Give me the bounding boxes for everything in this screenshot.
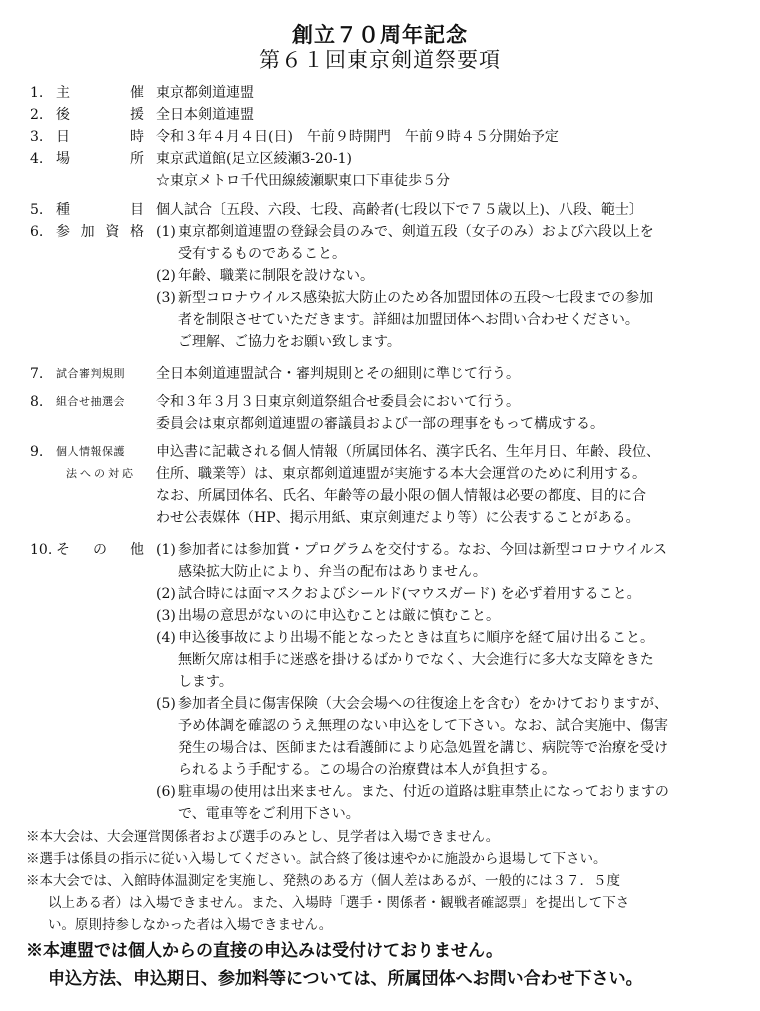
event-title: 第６１回東京剣道祭要項 bbox=[259, 48, 501, 72]
section-text: ☆東京メトロ千代田線綾瀬駅東口下車徒歩５分 bbox=[156, 173, 450, 189]
section-number: 4. bbox=[30, 151, 44, 167]
anniversary-title: 創立７０周年記念 bbox=[292, 22, 468, 47]
label-text: 個人情報保護 bbox=[56, 445, 125, 458]
section-number: 7. bbox=[30, 366, 44, 382]
section-rules bbox=[30, 363, 740, 385]
section-number: 1. bbox=[30, 85, 44, 101]
item-text: 感染拡大防止により、弁当の配布はありません。 bbox=[178, 564, 487, 580]
note-text: い。原則持参しなかった者は入場できません。 bbox=[48, 917, 333, 933]
item-number: (4) bbox=[156, 630, 176, 646]
label-char: 場 bbox=[56, 151, 70, 167]
label-char: 主 bbox=[56, 85, 70, 101]
list-item bbox=[156, 287, 740, 353]
section-text: 個人試合〔五段、六段、七段、高齢者(七段以下で７５歳以上)、八段、範士〕 bbox=[156, 202, 643, 218]
item-text: 者を制限させていただきます。詳細は加盟団体へお問い合わせください。 bbox=[178, 312, 639, 328]
label-char: 所 bbox=[130, 151, 144, 167]
item-text: 参加者全員に傷害保険（大会会場への往復途上を含む）をかけておりますが、 bbox=[178, 696, 668, 712]
list-item bbox=[156, 627, 740, 693]
section-text: なお、所属団体名、氏名、年齢等の最小限の個人情報は必要の都度、目的に合 bbox=[156, 488, 646, 504]
item-number: (3) bbox=[156, 290, 176, 306]
section-text: 令和３年３月３日東京剣道祭組合せ委員会において行う。 bbox=[156, 394, 520, 410]
item-text: 発生の場合は、医師または看護師により応急処置を講じ、病院等で治療を受け bbox=[178, 740, 668, 756]
section-label bbox=[30, 539, 156, 825]
label-char: 日 bbox=[56, 129, 70, 145]
item-text: 東京都剣道連盟の登録会員のみで、剣道五段（女子のみ）および六段以上を bbox=[178, 224, 654, 240]
section-events bbox=[30, 199, 740, 221]
item-text: 駐車場の使用は出来ません。また、付近の道路は駐車禁止になっておりますの bbox=[178, 784, 669, 800]
sections-list bbox=[30, 82, 740, 825]
item-text: られるよう手配する。この場合の治療費は本人が負担する。 bbox=[178, 762, 556, 778]
section-number: 10. bbox=[30, 542, 53, 558]
section-text: 申込書に記載される個人情報（所属団体名、漢字氏名、生年月日、年齢、段位、 bbox=[156, 444, 660, 460]
label-char: そ bbox=[56, 542, 70, 558]
note-text: ※本大会では、入館時体温測定を実施し、発熱のある方（個人差はあるが、一般的には３７．５度 bbox=[26, 873, 620, 889]
section-text: 東京都剣道連盟 bbox=[156, 85, 254, 101]
section-number: 6. bbox=[30, 224, 44, 240]
section-label bbox=[30, 148, 156, 192]
section-text: 住所、職業等）は、東京都剣道連盟が実施する本大会運営のために利用する。 bbox=[156, 466, 646, 482]
notes bbox=[26, 826, 741, 936]
list-item bbox=[156, 693, 740, 781]
section-draw bbox=[30, 391, 740, 435]
section-label bbox=[30, 221, 156, 353]
section-number: 9. bbox=[30, 444, 44, 460]
note-text: ※選手は係員の指示に従い入場してください。試合終了後は速やかに施設から退場して下さい。 bbox=[26, 851, 607, 867]
item-text: 申込後事故により出場不能となったときは直ちに順序を経て届け出ること。 bbox=[178, 630, 654, 646]
section-text: 東京武道館(足立区綾瀬3-20-1) bbox=[156, 151, 353, 167]
item-number: (3) bbox=[156, 608, 176, 624]
list-item bbox=[156, 265, 740, 287]
label-char: 資 bbox=[105, 224, 120, 240]
section-privacy bbox=[30, 441, 740, 529]
label-char: 催 bbox=[130, 85, 144, 101]
label-char: 時 bbox=[130, 129, 144, 145]
section-text: 委員会は東京都剣道連盟の審議員および一部の理事をもって構成する。 bbox=[156, 416, 604, 432]
list-item bbox=[156, 605, 740, 627]
section-number: 3. bbox=[30, 129, 44, 145]
section-datetime bbox=[30, 126, 740, 148]
label-char: 加 bbox=[80, 224, 95, 240]
item-text: で、電車等をご利用下さい。 bbox=[178, 806, 360, 822]
label-text: 組合せ抽選会 bbox=[56, 395, 125, 408]
label-char: 参 bbox=[56, 224, 70, 240]
item-text: します。 bbox=[178, 674, 233, 690]
section-number: 5. bbox=[30, 202, 44, 218]
item-text: 参加者には参加賞・プログラムを交付する。なお、今回は新型コロナウイルス bbox=[178, 542, 668, 558]
item-text: 試合時には面マスクおよびシールド(マウスガード) を必ず着用すること。 bbox=[178, 586, 641, 602]
label-text: 試合審判規則 bbox=[56, 367, 125, 380]
note-text: ※本大会は、大会運営関係者および選手のみとし、見学者は入場できません。 bbox=[26, 829, 500, 845]
notice-text: ※本連盟では個人からの直接の申込みは受付けておりません。 bbox=[26, 941, 504, 961]
item-text: 出場の意思がないのに申込むことは厳に慎むこと。 bbox=[178, 608, 500, 624]
section-organizer bbox=[30, 82, 740, 104]
item-number: (6) bbox=[156, 784, 176, 800]
section-text: 全日本剣道連盟 bbox=[156, 107, 254, 123]
item-number: (1) bbox=[156, 542, 176, 558]
item-text: 年齢、職業に制限を設けない。 bbox=[178, 268, 374, 284]
item-number: (2) bbox=[156, 268, 176, 284]
section-label bbox=[30, 104, 156, 126]
item-text: ご理解、ご協力をお願い致します。 bbox=[178, 334, 401, 350]
item-text: 予め体調を確認のうえ無理のない申込をして下さい。なお、試合実施中、傷害 bbox=[178, 718, 668, 734]
label-char: 格 bbox=[129, 224, 144, 240]
item-text: 受有するものであること。 bbox=[178, 246, 346, 262]
section-support bbox=[30, 104, 740, 126]
section-label bbox=[30, 199, 156, 221]
item-text: 新型コロナウイルス感染拡大防止のため各加盟団体の五段～七段までの参加 bbox=[178, 290, 654, 306]
label-char: の bbox=[93, 542, 107, 558]
section-text: 令和３年４月４日(日) 午前９時開門 午前９時４５分開始予定 bbox=[156, 129, 559, 145]
section-label bbox=[30, 82, 156, 104]
label-char: 他 bbox=[130, 542, 144, 558]
item-number: (2) bbox=[156, 586, 176, 602]
label-text: 法への対応 bbox=[66, 467, 136, 480]
list-item bbox=[156, 583, 740, 605]
section-label bbox=[30, 363, 156, 385]
notice-text: 申込方法、申込期日、参加料等については、所属団体へお問い合わせ下さい。 bbox=[48, 969, 643, 989]
application-notice bbox=[26, 937, 741, 993]
section-eligibility bbox=[30, 221, 740, 353]
item-text: 無断欠席は相手に迷惑を掛けるばかりでなく、大会進行に多大な支障をきた bbox=[178, 652, 654, 668]
section-other bbox=[30, 539, 740, 825]
section-text: わせ公表媒体（HP、掲示用紙、東京剣連だより等）に公表することがある。 bbox=[156, 510, 640, 526]
section-venue bbox=[30, 148, 740, 192]
list-item bbox=[156, 781, 740, 825]
section-label bbox=[30, 441, 156, 529]
list-item bbox=[156, 221, 740, 265]
label-char: 目 bbox=[130, 202, 144, 218]
note-text: 以上ある者）は入場できません。また、入場時「選手・関係者・観戦者確認票」を提出して下さ bbox=[48, 895, 630, 911]
section-number: 8. bbox=[30, 394, 44, 410]
item-number: (1) bbox=[156, 224, 176, 240]
label-char: 種 bbox=[56, 202, 70, 218]
label-char: 援 bbox=[130, 107, 144, 123]
label-char: 後 bbox=[56, 107, 70, 123]
section-number: 2. bbox=[30, 107, 44, 123]
section-label bbox=[30, 391, 156, 435]
list-item bbox=[156, 539, 740, 583]
item-number: (5) bbox=[156, 696, 176, 712]
section-text: 全日本剣道連盟試合・審判規則とその細則に準じて行う。 bbox=[156, 366, 520, 382]
section-label bbox=[30, 126, 156, 148]
